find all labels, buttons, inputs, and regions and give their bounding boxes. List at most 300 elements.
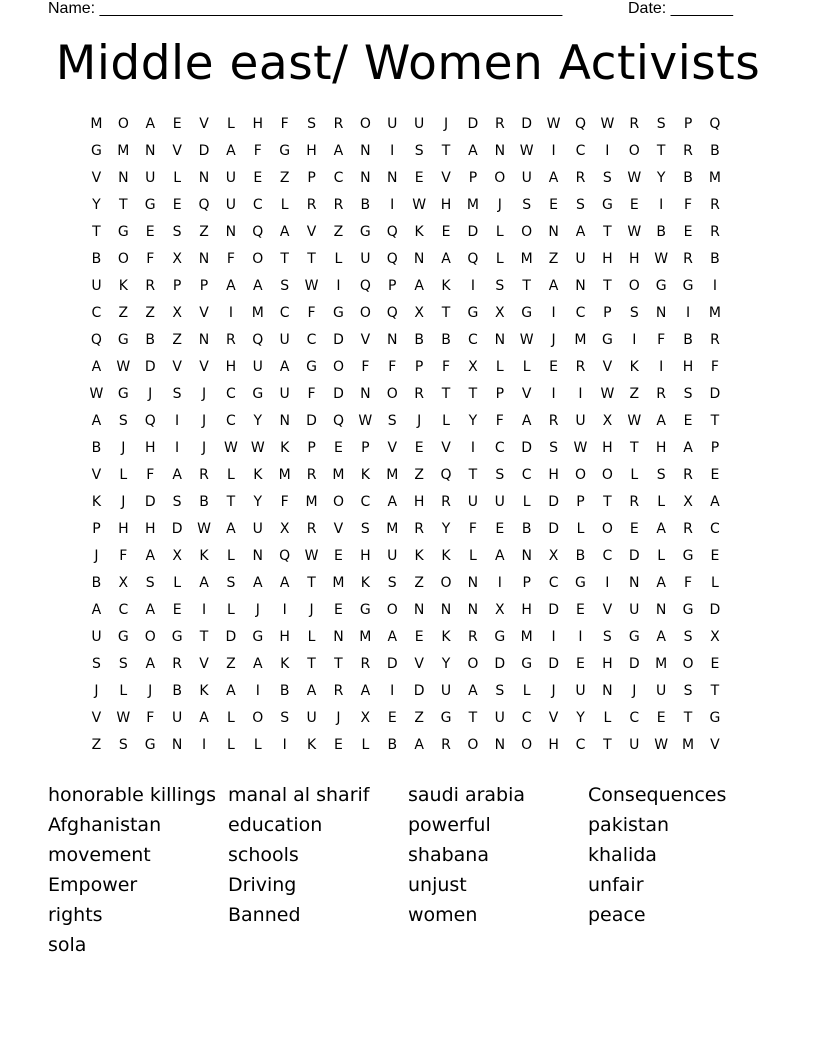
grid-letter: B — [710, 251, 720, 267]
grid-letter: R — [360, 656, 371, 672]
grid-letter: J — [121, 440, 126, 456]
grid-letter: S — [172, 386, 182, 402]
grid-letter: L — [495, 251, 504, 267]
grid-letter: R — [710, 332, 720, 348]
grid-letter: H — [602, 440, 613, 456]
grid-letter: E — [334, 737, 343, 753]
grid-letter: T — [119, 197, 128, 213]
grid-row — [83, 111, 728, 138]
grid-letter: D — [306, 413, 317, 429]
grid-letter: I — [605, 575, 610, 591]
grid-letter: A — [145, 548, 156, 564]
grid-letter: J — [551, 683, 556, 699]
grid-letter: P — [92, 521, 101, 537]
grid-letter: G — [601, 197, 613, 213]
grid-letter: F — [119, 548, 128, 564]
grid-letter: E — [387, 710, 397, 726]
grid-letter: B — [710, 143, 720, 159]
grid-letter: N — [467, 602, 479, 618]
grid-letter: U — [279, 386, 290, 402]
grid-letter: Q — [386, 305, 398, 321]
grid-letter: V — [306, 224, 317, 240]
grid-letter: G — [575, 575, 586, 591]
grid-letter: N — [629, 575, 640, 591]
grid-letter: R — [441, 737, 451, 753]
grid-letter: U — [91, 629, 102, 645]
grid-letter: B — [360, 197, 371, 213]
grid-letter: A — [145, 602, 156, 618]
grid-letter: C — [494, 440, 505, 456]
grid-letter: D — [198, 143, 210, 159]
grid-letter: C — [279, 305, 290, 321]
grid-letter: V — [360, 332, 371, 348]
grid-letter: O — [359, 116, 371, 132]
grid-letter: P — [522, 575, 531, 591]
grid-letter: O — [574, 467, 586, 483]
grid-letter: G — [117, 629, 129, 645]
grid-letter: S — [683, 386, 693, 402]
grid-letter: T — [307, 656, 316, 672]
grid-letter: I — [175, 413, 180, 429]
grid-letter: S — [118, 737, 128, 753]
grid-letter: S — [495, 278, 505, 294]
grid-letter: N — [494, 143, 506, 159]
grid-letter: A — [414, 278, 424, 294]
grid-letter: O — [467, 656, 479, 672]
grid-row — [83, 381, 728, 408]
grid-letter: N — [387, 170, 398, 186]
grid-letter: J — [201, 440, 207, 456]
grid-letter: N — [360, 386, 371, 402]
grid-letter: O — [601, 521, 613, 537]
grid-letter: P — [361, 440, 370, 456]
grid-letter: J — [443, 116, 449, 132]
grid-letter: N — [655, 305, 667, 321]
grid-letter: Y — [576, 710, 585, 726]
grid-letter: V — [91, 170, 102, 186]
grid-letter: N — [655, 602, 667, 618]
grid-letter: B — [91, 440, 102, 456]
grid-letter: G — [117, 332, 129, 348]
grid-letter: W — [600, 386, 615, 402]
grid-letter: Z — [172, 332, 182, 348]
grid-letter: L — [173, 170, 182, 186]
grid-letter: H — [628, 251, 640, 267]
grid-letter: F — [657, 332, 666, 348]
grid-letter: I — [605, 143, 610, 159]
grid-letter: M — [332, 467, 345, 483]
grid-letter: D — [548, 521, 559, 537]
grid-letter: S — [683, 683, 693, 699]
word-list-item: sola — [48, 934, 87, 956]
grid-letter: P — [307, 170, 316, 186]
grid-letter: F — [684, 575, 693, 591]
grid-letter: F — [441, 359, 451, 375]
grid-letter: N — [198, 332, 210, 348]
grid-letter: W — [654, 251, 669, 267]
grid-letter: L — [603, 710, 612, 726]
grid-letter: N — [333, 629, 344, 645]
grid-letter: E — [710, 656, 720, 672]
grid-letter: M — [332, 575, 345, 591]
grid-letter: M — [574, 332, 587, 348]
grid-row — [83, 543, 728, 570]
grid-letter: D — [548, 656, 559, 672]
grid-letter: A — [226, 143, 236, 159]
grid-letter: D — [548, 494, 559, 510]
grid-letter: R — [199, 467, 209, 483]
grid-letter: S — [145, 575, 155, 591]
word-list-item: shabana — [408, 844, 489, 866]
grid-letter: U — [225, 197, 237, 213]
grid-letter: L — [119, 683, 128, 699]
grid-letter: V — [199, 305, 209, 321]
grid-letter: N — [494, 332, 506, 348]
grid-letter: L — [522, 683, 531, 699]
grid-letter: L — [576, 521, 585, 537]
grid-letter: I — [712, 278, 717, 294]
grid-letter: C — [629, 710, 640, 726]
grid-letter: L — [522, 359, 531, 375]
grid-letter: D — [171, 521, 183, 537]
grid-letter: C — [575, 305, 586, 321]
grid-letter: D — [386, 656, 398, 672]
grid-letter: F — [710, 359, 719, 375]
grid-letter: F — [253, 143, 262, 159]
grid-letter: A — [468, 683, 478, 699]
grid-letter: N — [548, 224, 559, 240]
grid-letter: N — [198, 170, 210, 186]
grid-letter: E — [683, 413, 693, 429]
grid-letter: M — [278, 467, 291, 483]
grid-letter: X — [495, 305, 505, 321]
grid-letter: I — [659, 359, 664, 375]
grid-letter: R — [172, 656, 182, 672]
grid-letter: N — [575, 278, 586, 294]
grid-letter: C — [306, 332, 317, 348]
date-field-label: Date: _______ — [628, 0, 733, 17]
grid-row — [83, 597, 728, 624]
grid-letter: M — [251, 305, 264, 321]
grid-letter: R — [145, 278, 156, 294]
grid-letter: L — [307, 629, 316, 645]
grid-letter: Z — [145, 305, 156, 321]
grid-letter: R — [494, 116, 505, 132]
grid-letter: Z — [414, 575, 424, 591]
grid-letter: O — [628, 278, 640, 294]
grid-letter: U — [575, 251, 586, 267]
grid-letter: N — [118, 170, 129, 186]
grid-letter: Q — [359, 278, 371, 294]
grid-letter: G — [252, 629, 264, 645]
grid-letter: H — [682, 359, 694, 375]
grid-letter: K — [91, 494, 102, 510]
grid-letter: Z — [333, 224, 344, 240]
grid-letter: S — [656, 116, 666, 132]
grid-letter: D — [467, 116, 479, 132]
grid-letter: E — [576, 656, 585, 672]
grid-letter: U — [629, 602, 640, 618]
grid-letter: I — [390, 197, 395, 213]
grid-letter: F — [307, 386, 316, 402]
grid-letter: U — [145, 170, 156, 186]
grid-letter: T — [441, 143, 451, 159]
grid-letter: R — [683, 521, 693, 537]
grid-letter: Q — [252, 332, 264, 348]
grid-letter: Z — [629, 386, 640, 402]
grid-letter: W — [519, 143, 534, 159]
grid-letter: S — [360, 521, 370, 537]
grid-letter: O — [440, 575, 452, 591]
grid-letter: W — [116, 710, 131, 726]
grid-letter: U — [252, 359, 263, 375]
grid-row — [83, 651, 728, 678]
grid-letter: V — [548, 710, 559, 726]
grid-letter: Q — [574, 116, 586, 132]
grid-letter: P — [388, 278, 397, 294]
grid-letter: V — [387, 440, 398, 456]
grid-letter: A — [333, 143, 344, 159]
grid-letter: X — [118, 575, 129, 591]
grid-letter: H — [602, 656, 613, 672]
grid-letter: L — [442, 413, 450, 429]
grid-letter: A — [387, 629, 398, 645]
grid-letter: V — [441, 440, 451, 456]
grid-letter: F — [280, 116, 289, 132]
grid-letter: V — [91, 467, 102, 483]
grid-letter: U — [306, 710, 317, 726]
grid-letter: K — [280, 440, 290, 456]
grid-letter: E — [145, 224, 155, 240]
grid-letter: H — [655, 440, 667, 456]
grid-letter: L — [630, 467, 639, 483]
grid-letter: J — [148, 683, 153, 699]
grid-letter: A — [360, 683, 371, 699]
grid-letter: A — [199, 710, 209, 726]
grid-letter: T — [629, 440, 639, 456]
grid-letter: T — [683, 710, 693, 726]
grid-row — [83, 408, 728, 435]
grid-letter: L — [711, 575, 719, 591]
grid-letter: S — [656, 467, 666, 483]
grid-letter: S — [629, 305, 639, 321]
grid-letter: R — [226, 332, 236, 348]
grid-letter: S — [118, 656, 128, 672]
grid-letter: J — [201, 413, 207, 429]
grid-letter: W — [250, 440, 265, 456]
grid-row — [83, 138, 728, 165]
grid-letter: S — [495, 467, 505, 483]
grid-letter: X — [172, 548, 182, 564]
grid-letter: D — [333, 332, 344, 348]
grid-letter: D — [413, 683, 425, 699]
grid-letter: E — [576, 602, 585, 618]
grid-letter: W — [223, 440, 238, 456]
grid-letter: F — [280, 494, 289, 510]
grid-letter: V — [602, 602, 613, 618]
grid-letter: G — [117, 224, 129, 240]
grid-letter: P — [199, 278, 209, 294]
grid-row — [83, 273, 728, 300]
grid-letter: J — [309, 602, 314, 618]
grid-letter: B — [575, 548, 586, 564]
grid-letter: Z — [414, 710, 424, 726]
grid-letter: T — [92, 224, 101, 240]
grid-letter: T — [603, 494, 612, 510]
grid-letter: A — [91, 359, 102, 375]
grid-letter: C — [226, 413, 236, 429]
grid-letter: U — [629, 737, 640, 753]
grid-letter: E — [414, 629, 424, 645]
grid-letter: N — [467, 575, 479, 591]
grid-letter: G — [682, 602, 694, 618]
grid-letter: Q — [386, 251, 398, 267]
grid-letter: V — [441, 170, 451, 186]
grid-letter: I — [201, 602, 207, 618]
grid-letter: N — [494, 737, 506, 753]
grid-letter: U — [171, 710, 183, 726]
grid-letter: G — [494, 629, 506, 645]
grid-letter: O — [386, 602, 398, 618]
grid-letter: C — [226, 386, 236, 402]
grid-letter: O — [144, 629, 156, 645]
grid-letter: J — [551, 332, 556, 348]
grid-letter: A — [199, 575, 209, 591]
grid-letter: G — [601, 332, 613, 348]
grid-letter: X — [495, 602, 505, 618]
grid-letter: S — [576, 197, 585, 213]
grid-letter: U — [360, 251, 371, 267]
grid-letter: S — [280, 278, 290, 294]
grid-letter: N — [413, 602, 425, 618]
grid-letter: A — [468, 143, 478, 159]
grid-letter: D — [521, 116, 533, 132]
grid-letter: M — [520, 251, 533, 267]
grid-letter: U — [279, 332, 290, 348]
grid-letter: L — [226, 710, 235, 726]
grid-letter: W — [627, 413, 642, 429]
grid-letter: S — [495, 683, 505, 699]
grid-letter: O — [117, 251, 129, 267]
grid-letter: P — [576, 494, 585, 510]
grid-letter: X — [468, 359, 478, 375]
grid-letter: F — [468, 521, 477, 537]
grid-letter: G — [682, 548, 694, 564]
word-list-item: Afghanistan — [48, 814, 162, 836]
grid-letter: Q — [467, 251, 479, 267]
grid-letter: E — [549, 359, 559, 375]
grid-letter: C — [521, 710, 532, 726]
grid-letter: R — [575, 170, 586, 186]
grid-letter: U — [494, 710, 505, 726]
grid-letter: A — [575, 224, 586, 240]
grid-letter: B — [91, 251, 102, 267]
grid-letter: C — [118, 602, 129, 618]
grid-letter: O — [601, 467, 613, 483]
grid-letter: B — [145, 332, 156, 348]
grid-letter: T — [656, 143, 666, 159]
grid-letter: L — [226, 116, 235, 132]
word-list-item: pakistan — [588, 814, 670, 836]
grid-letter: S — [226, 575, 236, 591]
grid-letter: Z — [226, 656, 236, 672]
grid-letter: U — [387, 116, 398, 132]
grid-letter: S — [522, 197, 532, 213]
grid-letter: A — [656, 629, 666, 645]
grid-letter: X — [279, 521, 290, 537]
name-field-label: Name: ____________________________________________________ — [48, 0, 563, 17]
grid-letter: D — [521, 440, 533, 456]
grid-row — [83, 435, 728, 462]
grid-row — [83, 516, 728, 543]
grid-letter: I — [336, 278, 341, 294]
word-list-item: education — [228, 814, 323, 836]
grid-letter: E — [629, 521, 639, 537]
grid-letter: L — [657, 548, 666, 564]
grid-row — [83, 192, 728, 219]
grid-letter: J — [94, 548, 99, 564]
grid-letter: Q — [144, 413, 156, 429]
grid-letter: J — [201, 386, 207, 402]
word-list-item: unfair — [588, 874, 644, 896]
grid-letter: Y — [441, 656, 451, 672]
grid-letter: Z — [279, 170, 290, 186]
grid-letter: A — [172, 467, 182, 483]
grid-letter: G — [117, 386, 129, 402]
grid-letter: K — [414, 224, 424, 240]
grid-letter: D — [333, 386, 344, 402]
grid-letter: E — [549, 197, 559, 213]
grid-letter: A — [495, 548, 505, 564]
grid-letter: A — [683, 440, 693, 456]
grid-letter: F — [684, 197, 693, 213]
grid-letter: Q — [332, 413, 344, 429]
grid-letter: G — [521, 656, 533, 672]
grid-letter: V — [710, 737, 720, 753]
grid-letter: U — [252, 521, 263, 537]
grid-letter: H — [548, 737, 559, 753]
grid-row — [83, 219, 728, 246]
grid-letter: E — [710, 467, 720, 483]
grid-letter: W — [89, 386, 104, 402]
word-list-item: Empower — [48, 874, 138, 896]
grid-letter: F — [495, 413, 504, 429]
word-list-item: honorable killings — [48, 784, 216, 806]
word-list-item: peace — [588, 904, 646, 926]
grid-letter: I — [228, 305, 233, 321]
grid-letter: R — [333, 683, 344, 699]
grid-row — [83, 678, 728, 705]
grid-letter: R — [306, 467, 317, 483]
grid-letter: N — [252, 548, 264, 564]
grid-letter: D — [709, 386, 721, 402]
grid-letter: K — [360, 467, 370, 483]
grid-letter: Q — [440, 467, 452, 483]
grid-letter: C — [575, 143, 586, 159]
grid-letter: Q — [386, 224, 398, 240]
grid-letter: W — [546, 116, 561, 132]
grid-letter: B — [683, 170, 693, 186]
grid-letter: L — [522, 494, 531, 510]
grid-letter: S — [549, 440, 559, 456]
grid-letter: T — [441, 305, 451, 321]
grid-letter: J — [255, 602, 260, 618]
grid-letter: I — [685, 305, 691, 321]
grid-letter: E — [414, 440, 424, 456]
grid-letter: Y — [468, 413, 478, 429]
grid-letter: S — [387, 413, 397, 429]
grid-letter: N — [225, 224, 237, 240]
